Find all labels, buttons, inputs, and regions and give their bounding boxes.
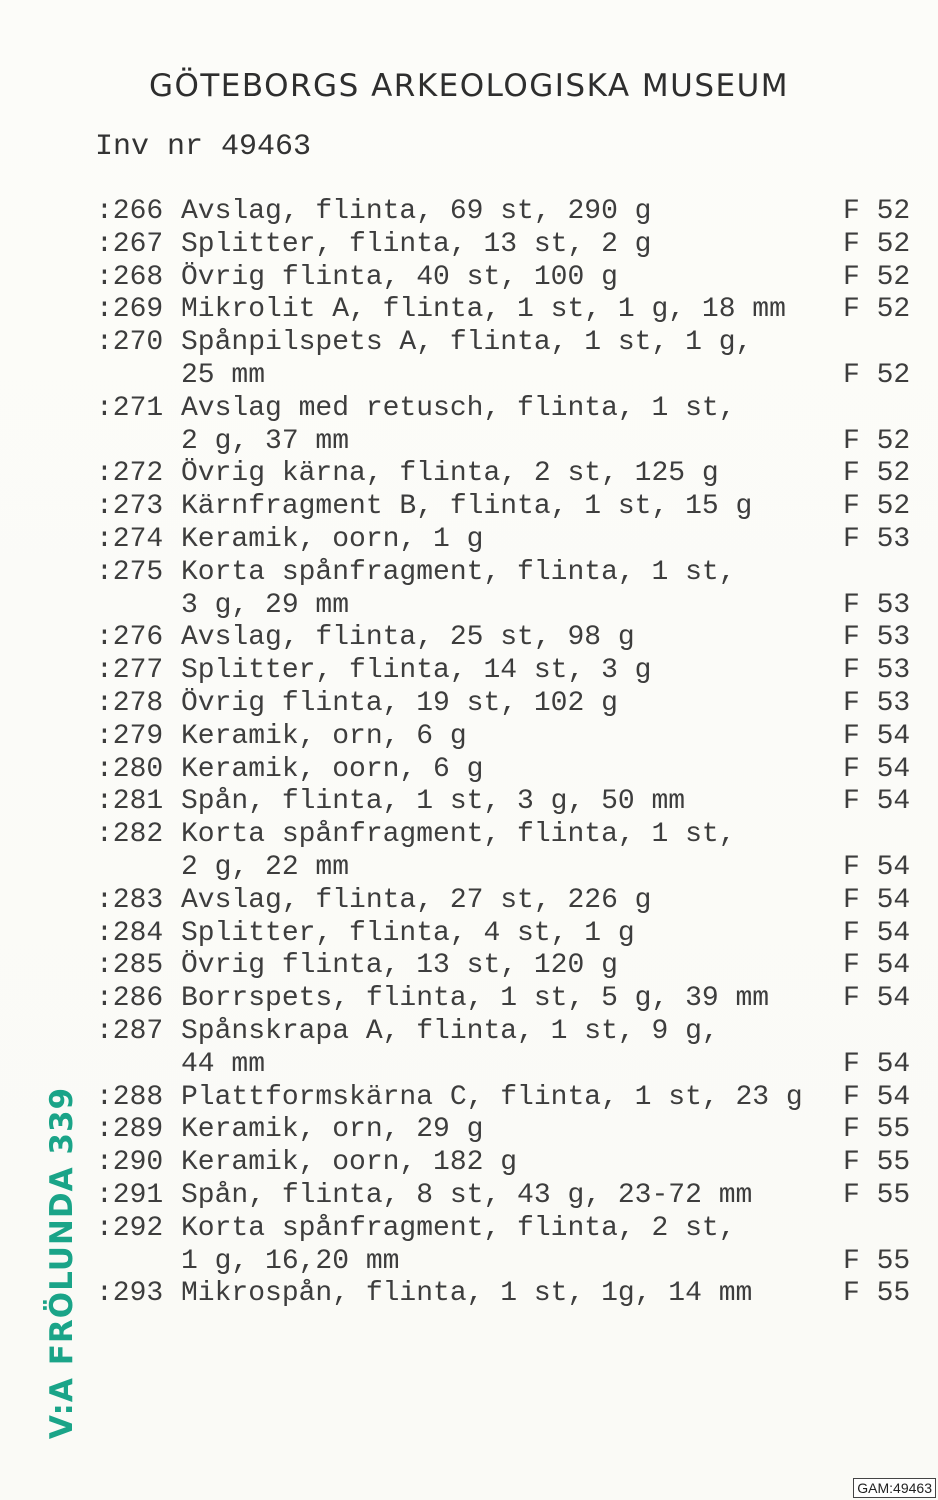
find-code: F 54 <box>843 851 911 883</box>
entry-description: Övrig flinta, 19 st, 102 g <box>181 687 618 719</box>
find-code: F 54 <box>843 1048 911 1080</box>
entry-line <box>0 1180 938 1213</box>
entry-description: Splitter, flinta, 13 st, 2 g <box>181 228 652 260</box>
catalog-entry <box>0 1180 938 1213</box>
entry-description: Övrig flinta, 13 st, 120 g <box>181 950 618 982</box>
entry-description: 3 g, 29 mm <box>181 589 350 621</box>
find-code: F 54 <box>843 786 911 818</box>
find-code: F 54 <box>843 1081 911 1113</box>
entry-line <box>0 196 938 229</box>
entry-number: :272 <box>96 458 164 490</box>
museum-title: GÖTEBORGS ARKEOLOGISKA MUSEUM <box>148 68 790 104</box>
find-code: F 52 <box>843 294 911 326</box>
find-code: F 52 <box>843 458 911 490</box>
catalog-entry <box>0 491 938 524</box>
find-code: F 55 <box>843 1278 911 1310</box>
entry-description: Övrig flinta, 40 st, 100 g <box>181 261 618 293</box>
entry-number: :267 <box>96 228 164 260</box>
entry-description: Korta spånfragment, flinta, 1 st, <box>181 556 736 588</box>
entry-number: :269 <box>96 294 164 326</box>
catalog-entry <box>0 655 938 688</box>
entry-number: :285 <box>96 950 164 982</box>
catalog-entry <box>0 1278 938 1311</box>
entry-description: Spån, flinta, 8 st, 43 g, 23-72 mm <box>181 1179 753 1211</box>
entry-number: :291 <box>96 1179 164 1211</box>
entry-number: :274 <box>96 523 164 555</box>
find-code: F 55 <box>843 1245 911 1277</box>
entry-line <box>0 819 938 852</box>
entry-description: Mikrolit A, flinta, 1 st, 1 g, 18 mm <box>181 294 786 326</box>
find-code: F 52 <box>843 359 911 391</box>
catalog-entry <box>0 327 938 393</box>
catalog-entry <box>0 885 938 918</box>
catalog-entry <box>0 294 938 327</box>
entry-line <box>0 622 938 655</box>
entry-line <box>0 983 938 1016</box>
entry-description: Avslag, flinta, 27 st, 226 g <box>181 884 652 916</box>
entry-line <box>0 786 938 819</box>
catalog-entry <box>0 786 938 819</box>
entry-description: 44 mm <box>181 1048 266 1080</box>
catalog-entry <box>0 458 938 491</box>
catalog-entry <box>0 622 938 655</box>
catalog-entry <box>0 196 938 229</box>
entry-description: Kärnfragment B, flinta, 1 st, 15 g <box>181 491 753 523</box>
entry-line <box>0 1278 938 1311</box>
entry-description: 25 mm <box>181 359 266 391</box>
entry-description: 1 g, 16,20 mm <box>181 1245 400 1277</box>
entry-description: Korta spånfragment, flinta, 1 st, <box>181 819 736 851</box>
entry-number: :292 <box>96 1212 164 1244</box>
entry-line <box>0 950 938 983</box>
entry-description: 2 g, 37 mm <box>181 425 350 457</box>
entry-number: :290 <box>96 1147 164 1179</box>
catalog-entry <box>0 229 938 262</box>
entry-line <box>0 262 938 295</box>
catalog-entry <box>0 983 938 1016</box>
entry-line <box>0 229 938 262</box>
entry-line <box>0 1049 938 1082</box>
entry-description: Avslag, flinta, 25 st, 98 g <box>181 622 635 654</box>
entry-number: :280 <box>96 753 164 785</box>
entry-number: :266 <box>96 196 164 227</box>
find-code: F 54 <box>843 983 911 1015</box>
entry-number: :287 <box>96 1015 164 1047</box>
catalog-entry <box>0 1082 938 1115</box>
entry-number: :279 <box>96 720 164 752</box>
catalog-entry <box>0 1213 938 1279</box>
entry-line <box>0 491 938 524</box>
find-code: F 54 <box>843 753 911 785</box>
catalog-entry <box>0 557 938 623</box>
entry-line <box>0 655 938 688</box>
entry-line <box>0 721 938 754</box>
find-code: F 52 <box>843 491 911 523</box>
entry-line <box>0 1114 938 1147</box>
entry-description: Splitter, flinta, 4 st, 1 g <box>181 917 635 949</box>
entry-description: Korta spånfragment, flinta, 2 st, <box>181 1212 736 1244</box>
entry-line <box>0 294 938 327</box>
entry-line <box>0 524 938 557</box>
entry-line <box>0 426 938 459</box>
entry-description: Avslag med retusch, flinta, 1 st, <box>181 392 736 424</box>
entry-number: :271 <box>96 392 164 424</box>
entry-line <box>0 688 938 721</box>
find-code: F 53 <box>843 589 911 621</box>
find-code: F 54 <box>843 884 911 916</box>
entry-number: :268 <box>96 261 164 293</box>
entry-line <box>0 557 938 590</box>
catalog-entry <box>0 918 938 951</box>
find-code: F 54 <box>843 917 911 949</box>
entries-list <box>0 196 938 1311</box>
entry-line <box>0 1016 938 1049</box>
entry-number: :275 <box>96 556 164 588</box>
entry-description: Spånpilspets A, flinta, 1 st, 1 g, <box>181 327 753 359</box>
entry-line <box>0 1082 938 1115</box>
entry-line <box>0 327 938 360</box>
entry-number: :278 <box>96 687 164 719</box>
entry-number: :281 <box>96 786 164 818</box>
find-code: F 55 <box>843 1114 911 1146</box>
catalog-entry <box>0 1114 938 1147</box>
entry-line <box>0 885 938 918</box>
entry-description: Borrspets, flinta, 1 st, 5 g, 39 mm <box>181 983 770 1015</box>
entry-number: :276 <box>96 622 164 654</box>
entry-number: :273 <box>96 491 164 523</box>
entry-line <box>0 590 938 623</box>
catalog-entry <box>0 524 938 557</box>
entry-number: :282 <box>96 819 164 851</box>
entry-description: Mikrospån, flinta, 1 st, 1g, 14 mm <box>181 1278 753 1310</box>
entry-description: Övrig kärna, flinta, 2 st, 125 g <box>181 458 719 490</box>
find-code: F 54 <box>843 720 911 752</box>
catalog-entry <box>0 721 938 754</box>
find-code: F 53 <box>843 523 911 555</box>
find-code: F 55 <box>843 1179 911 1211</box>
find-code: F 53 <box>843 687 911 719</box>
catalog-entry <box>0 688 938 721</box>
entry-line <box>0 1213 938 1246</box>
catalog-entry <box>0 1016 938 1082</box>
entry-description: Splitter, flinta, 14 st, 3 g <box>181 655 652 687</box>
entry-description: Spån, flinta, 1 st, 3 g, 50 mm <box>181 786 686 818</box>
archive-stamp: GAM:49463 <box>853 1478 936 1498</box>
entry-description: Keramik, orn, 29 g <box>181 1114 484 1146</box>
catalog-entry <box>0 1147 938 1180</box>
entry-line <box>0 1147 938 1180</box>
entry-description: 2 g, 22 mm <box>181 851 350 883</box>
entry-line <box>0 393 938 426</box>
entry-description: Avslag, flinta, 69 st, 290 g <box>181 196 652 227</box>
catalog-entry <box>0 262 938 295</box>
inventory-number: Inv nr 49463 <box>95 130 312 164</box>
find-code: F 52 <box>843 228 911 260</box>
entry-line <box>0 754 938 787</box>
entry-number: :270 <box>96 327 164 359</box>
find-code: F 53 <box>843 622 911 654</box>
entry-description: Keramik, oorn, 182 g <box>181 1147 518 1179</box>
catalog-entry <box>0 950 938 983</box>
entry-number: :293 <box>96 1278 164 1310</box>
find-code: F 55 <box>843 1147 911 1179</box>
find-code: F 54 <box>843 950 911 982</box>
entry-line <box>0 1246 938 1279</box>
entry-description: Keramik, oorn, 6 g <box>181 753 484 785</box>
entry-line <box>0 360 938 393</box>
find-code: F 53 <box>843 655 911 687</box>
entry-number: :289 <box>96 1114 164 1146</box>
find-code: F 52 <box>843 261 911 293</box>
catalog-entry <box>0 393 938 459</box>
entry-description: Plattformskärna C, flinta, 1 st, 23 g <box>181 1081 803 1113</box>
entry-number: :284 <box>96 917 164 949</box>
entry-description: Keramik, oorn, 1 g <box>181 523 484 555</box>
catalog-entry <box>0 819 938 885</box>
find-code: F 52 <box>843 196 911 227</box>
entry-number: :283 <box>96 884 164 916</box>
entry-line <box>0 852 938 885</box>
catalog-entry <box>0 754 938 787</box>
entry-number: :288 <box>96 1081 164 1113</box>
entry-description: Keramik, orn, 6 g <box>181 720 467 752</box>
entry-description: Spånskrapa A, flinta, 1 st, 9 g, <box>181 1015 719 1047</box>
site-label: V:A FRÖLUNDA 339 <box>44 1086 80 1440</box>
entry-number: :286 <box>96 983 164 1015</box>
entry-line <box>0 458 938 491</box>
entry-line <box>0 918 938 951</box>
find-code: F 52 <box>843 425 911 457</box>
entry-number: :277 <box>96 655 164 687</box>
